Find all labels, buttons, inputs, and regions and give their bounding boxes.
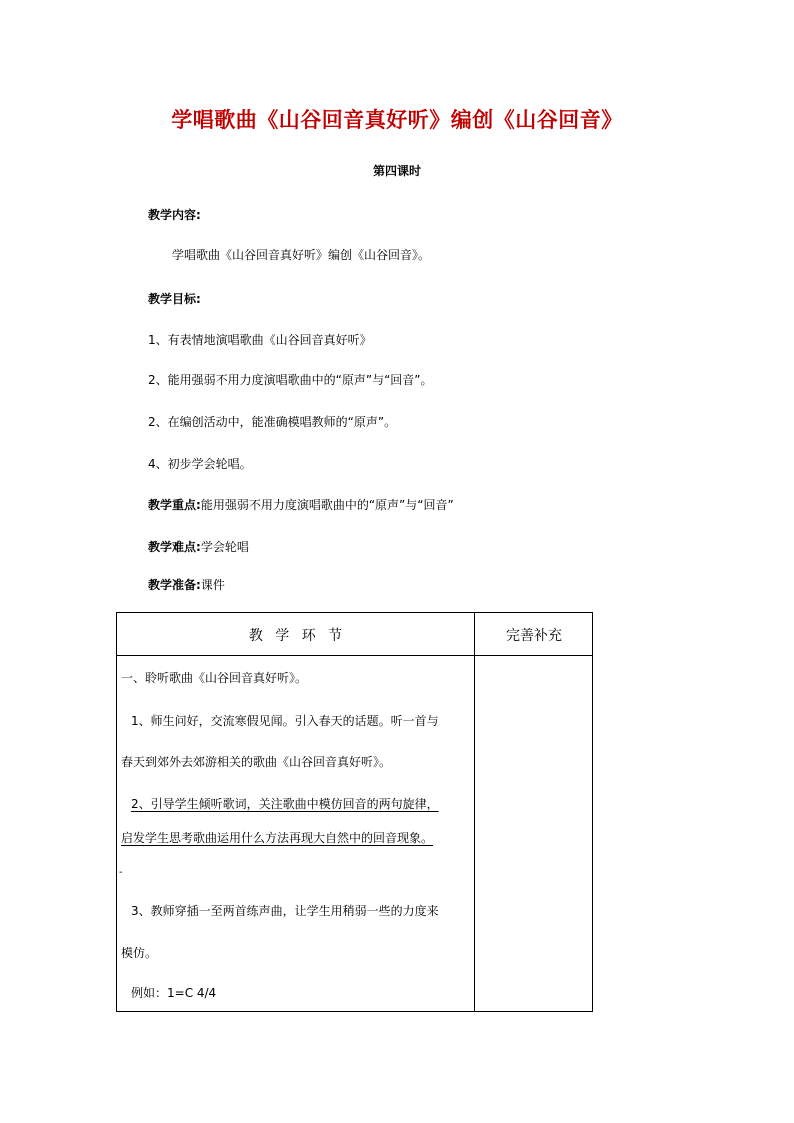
teaching-steps-header: 教 学 环 节 [248,628,343,644]
table-row: 1、师生问好，交流寒假见闻。引入春天的话题。听一首与 [131,714,439,728]
key-point: 教学重点:能用强弱不用力度演唱歌曲中的“原声”与“回音” [148,498,454,512]
table-row: 2、引导学生倾听歌词，关注歌曲中模仿回音的两句旋律， [131,797,439,811]
table-row: 模仿。 [121,946,158,960]
stray-mark: - [119,867,123,878]
goal-item: 1、有表情地演唱歌曲《山谷回音真好听》 [148,333,372,347]
column-divider [474,613,475,1011]
table-row: 3、教师穿插一至两首练声曲，让学生用稍弱一些的力度来 [131,904,439,918]
document-title: 学唱歌曲《山谷回音真好听》编创《山谷回音》 [171,108,623,132]
table-row: 春天到郊外去郊游相关的歌曲《山谷回音真好听》。 [121,755,392,769]
goal-item: 2、在编创活动中，能准确模唱教师的“原声”。 [148,415,397,429]
supplement-header: 完善补充 [506,628,562,644]
difficulty: 教学难点:学会轮唱 [148,540,249,554]
header-divider [117,655,592,656]
goal-item: 2、能用强弱不用力度演唱歌曲中的“原声”与“回音”。 [148,373,433,387]
goals-label: 教学目标: [148,292,201,306]
lesson-number: 第四课时 [372,164,421,178]
table-row: 一、聆听歌曲《山谷回音真好听》。 [121,671,308,685]
preparation: 教学准备:课件 [148,578,225,592]
lesson-table [116,612,593,1012]
content-label: 教学内容: [148,208,201,222]
content-text: 学唱歌曲《山谷回音真好听》编创《山谷回音》。 [172,248,431,262]
table-row: 例如：1=C 4/4 [131,986,217,1000]
table-row: 启发学生思考歌曲运用什么方法再现大自然中的回音现象。 [121,831,434,845]
goal-item: 4、初步学会轮唱。 [148,457,252,471]
